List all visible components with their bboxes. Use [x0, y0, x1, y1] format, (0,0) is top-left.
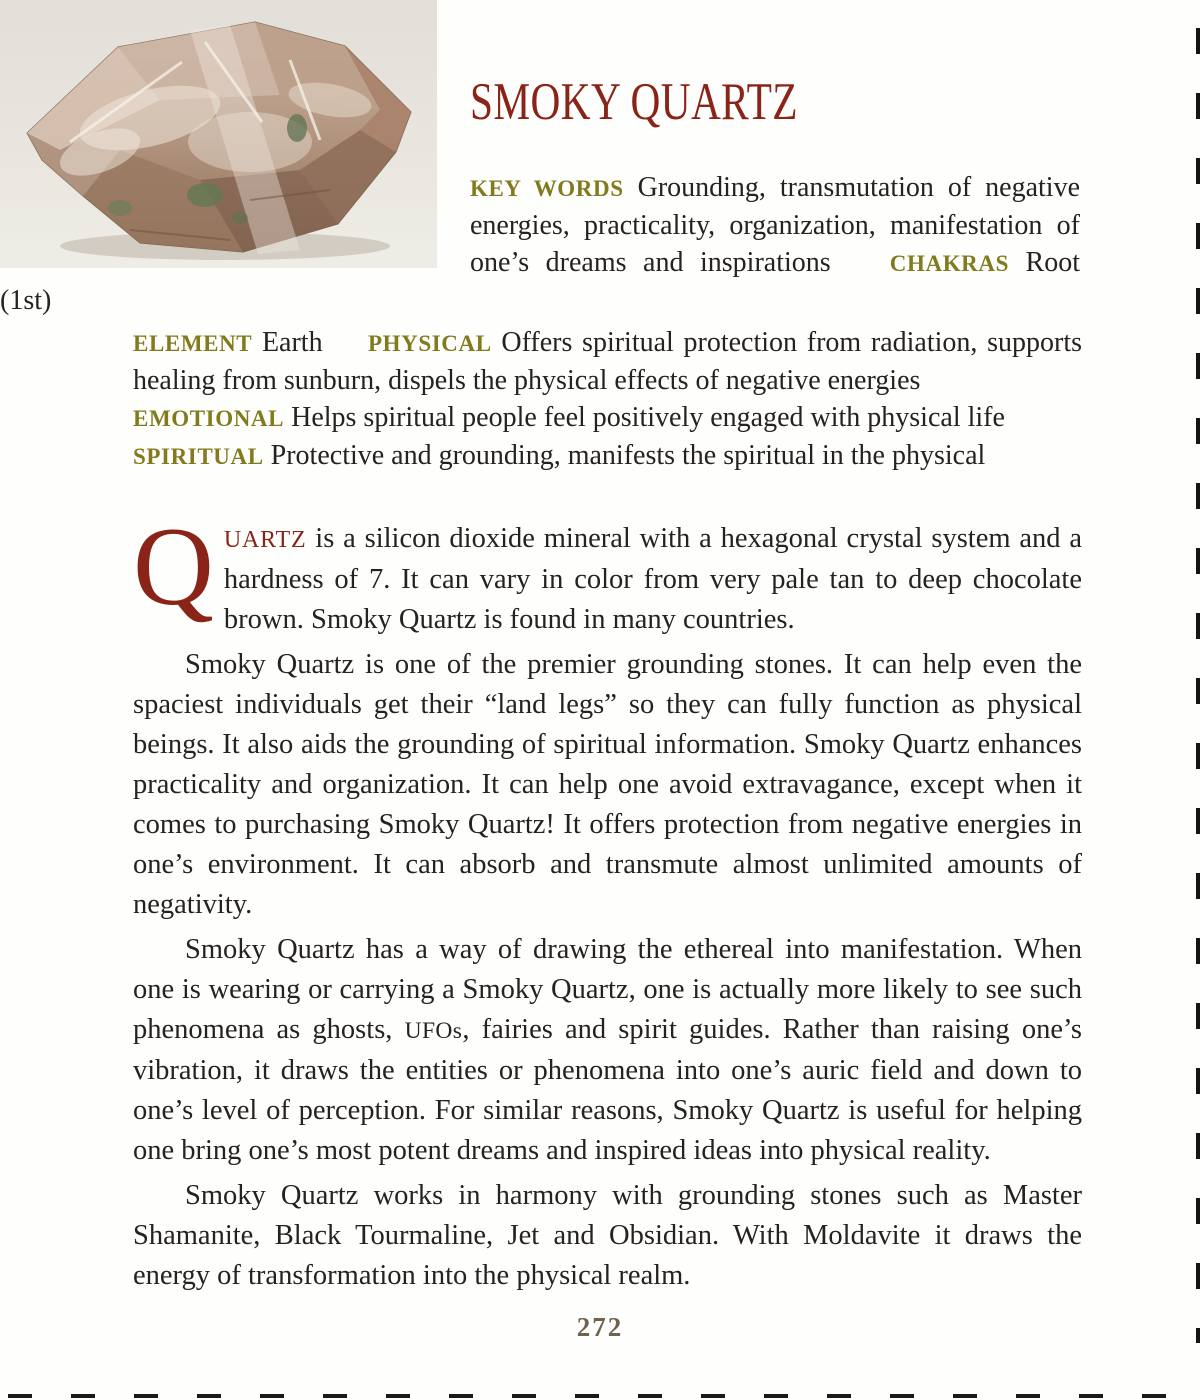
- chakras-label: CHAKRAS: [889, 251, 1009, 276]
- drop-cap-word-caps: UARTZ: [223, 527, 307, 553]
- body-paragraph-2-text: Smoky Quartz is one of the premier grounding stones. It can help even the spaciest individuals get their “land legs” so they can fully function as physical beings. It also aids the grounding of spiritual information. Smoky Quartz enhances practicality and organization. It can help one avoid extravagance, except when it comes to purchasing Smoky Quartz! It offers protection from negative energies in one’s environment. It can absorb and transmute almost unlimited amounts of negativity.: [133, 649, 1082, 920]
- key-words-label: KEY WORDS: [470, 176, 624, 201]
- chakras-text: Root (1st): [0, 247, 1081, 316]
- page-number: 272: [576, 1312, 624, 1342]
- element-text: Earth: [261, 327, 323, 358]
- smoky-quartz-crystal-image: [0, 0, 437, 268]
- body-paragraph-4: [133, 1176, 1082, 1296]
- spiritual-label: SPIRITUAL: [133, 444, 264, 469]
- bottom-page-edge-marks: [8, 1394, 1194, 1398]
- body-paragraph-1: [133, 505, 1082, 640]
- element-physical-paragraph: [133, 324, 1082, 399]
- emotional-label: EMOTIONAL: [133, 406, 285, 431]
- key-words-text: Grounding, transmutation of negative energies, practicality, organization, manifestation of one’s dreams and inspirations: [470, 172, 1081, 278]
- body-text: [133, 505, 1082, 1296]
- crystal-photo: [0, 0, 437, 268]
- body-paragraph-3-text-post: , fairies and spirit guides. Rather than raising one’s vibration, it draws the entities or phenomena into one’s auric field and down to one’s level of perception. For similar reasons, Smoky Quartz is useful for helping one bring one’s most potent dreams and inspired ideas into physical reality.: [133, 1014, 1082, 1166]
- spiritual-text: Protective and grounding, manifests the spiritual in the physical: [270, 440, 986, 471]
- body-paragraph-2: [133, 645, 1082, 925]
- ufos-smallcaps: UFOs: [404, 1018, 463, 1044]
- spiritual-paragraph: [133, 437, 1082, 475]
- physical-label: PHYSICAL: [367, 331, 492, 356]
- physical-text: Offers spiritual protection from radiation, supports healing from sunburn, dispels the physical effects of negative energies: [133, 327, 1082, 396]
- page-title-text: SMOKY QUARTZ: [470, 73, 798, 131]
- emotional-paragraph: [133, 399, 1082, 437]
- drop-cap: Q: [133, 505, 214, 629]
- element-label: ELEMENT: [133, 331, 253, 356]
- body-paragraph-3-text-pre: Smoky Quartz has a way of drawing the ethereal into manifestation. When one is wearing or carrying a Smoky Quartz, one is actually more likely to see such phenomena as ghosts,: [133, 934, 1082, 1045]
- emotional-text: Helps spiritual people feel positively engaged with physical life: [291, 402, 1005, 433]
- body-paragraph-3: [133, 930, 1082, 1171]
- body-paragraph-1-text: is a silicon dioxide mineral with a hexagonal crystal system and a hardness of 7. It can vary in color from very pale tan to deep chocolate brown. Smoky Quartz is found in many countries.: [223, 523, 1082, 635]
- body-paragraph-4-text: Smoky Quartz works in harmony with grounding stones such as Master Shamanite, Black Tourmaline, Jet and Obsidian. With Moldavite it draws the energy of transformation into the physical realm.: [133, 1180, 1082, 1291]
- right-page-edge-marks: [1196, 28, 1200, 1343]
